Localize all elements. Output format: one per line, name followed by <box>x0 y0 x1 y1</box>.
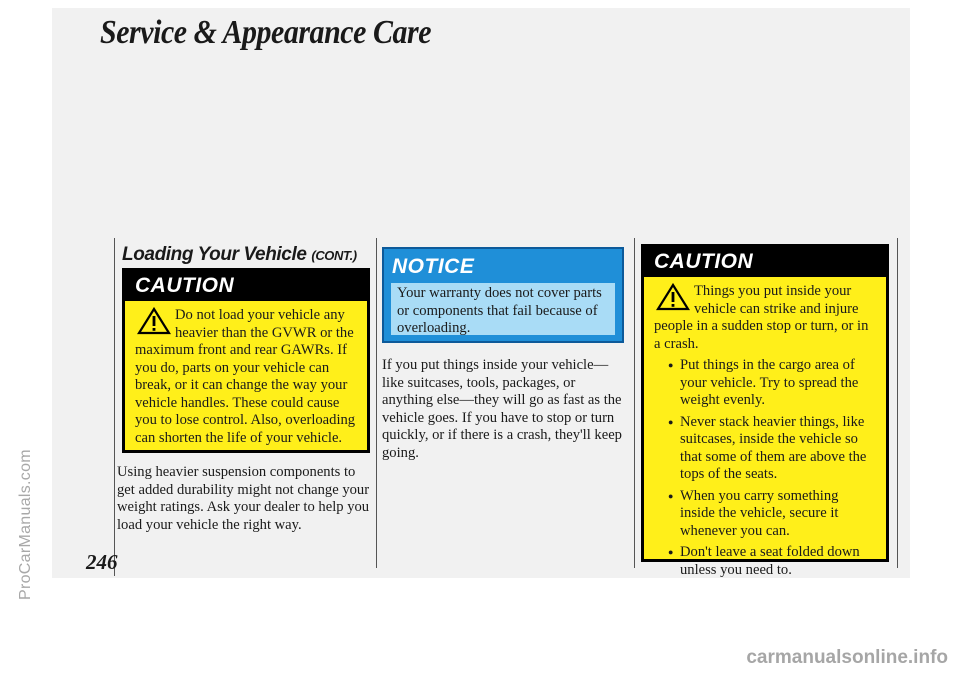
bottom-watermark: carmanualsonline.info <box>746 647 948 668</box>
column-rule-right <box>897 238 898 568</box>
bullet-item: ● Put things in the cargo area of your vehicle. Try to spread the weight evenly. <box>668 357 876 410</box>
column-rule-middle-right <box>634 238 635 568</box>
bullet-item: ● Never stack heavier things, like suitcases, inside the vehicle so that some of them are above the tops of the seats. <box>668 414 876 484</box>
notice-title: NOTICE <box>392 255 475 278</box>
subheading-title: Loading Your Vehicle <box>122 244 307 265</box>
warning-triangle-icon <box>656 283 690 311</box>
notice-box <box>382 247 624 343</box>
paragraph-suspension: Using heavier suspension components to get added durability might not change your weight ratings. Ask your dealer to help you load your vehicle the right way. <box>117 464 370 533</box>
caution-title: CAUTION <box>125 271 367 301</box>
page-number: 246 <box>86 550 118 574</box>
caution-title: CAUTION <box>644 247 886 277</box>
side-watermark-text: ProCarManuals.com <box>17 449 34 600</box>
side-watermark <box>0 0 34 675</box>
bullet-item: ● When you carry something inside the vehicle, secure it whenever you can. <box>668 488 876 541</box>
subheading <box>122 244 357 266</box>
caution-intro: Things you put inside your vehicle can strike and injure people in a sudden stop or turn, or in a crash. <box>654 283 869 352</box>
paragraph-loose-items: If you put things inside your vehicle—like suitcases, tools, packages, or anything else—they will go as fast as the vehicle goes. If you have to stop or turn quickly, or if there is a crash, they'll keep going. <box>382 357 622 461</box>
caution-text: Do not load your vehicle any heavier than the GVWR or the maximum front and rear GAWRs. If you do, parts on your vehicle can break, or it can change the way your vehicle handles. These could cause you to lose control. Also, overloading can shorten the life of your vehicle. <box>135 307 356 446</box>
caution-bullets <box>654 357 876 579</box>
section-title: Service & Appearance Care <box>100 14 432 51</box>
caution-box-left <box>122 268 370 453</box>
bullet-item: ● Don't leave a seat folded down unless you need to. <box>668 544 876 579</box>
warning-triangle-icon <box>137 307 171 335</box>
column-rule-left <box>114 238 115 576</box>
caution-body <box>644 277 886 591</box>
caution-body <box>125 301 367 455</box>
notice-text: Your warranty does not cover parts or components that fail because of overloading. <box>391 283 615 335</box>
subheading-suffix: (CONT.) <box>311 248 357 263</box>
column-rule-middle-left <box>376 238 377 568</box>
caution-box-right <box>641 244 889 578</box>
